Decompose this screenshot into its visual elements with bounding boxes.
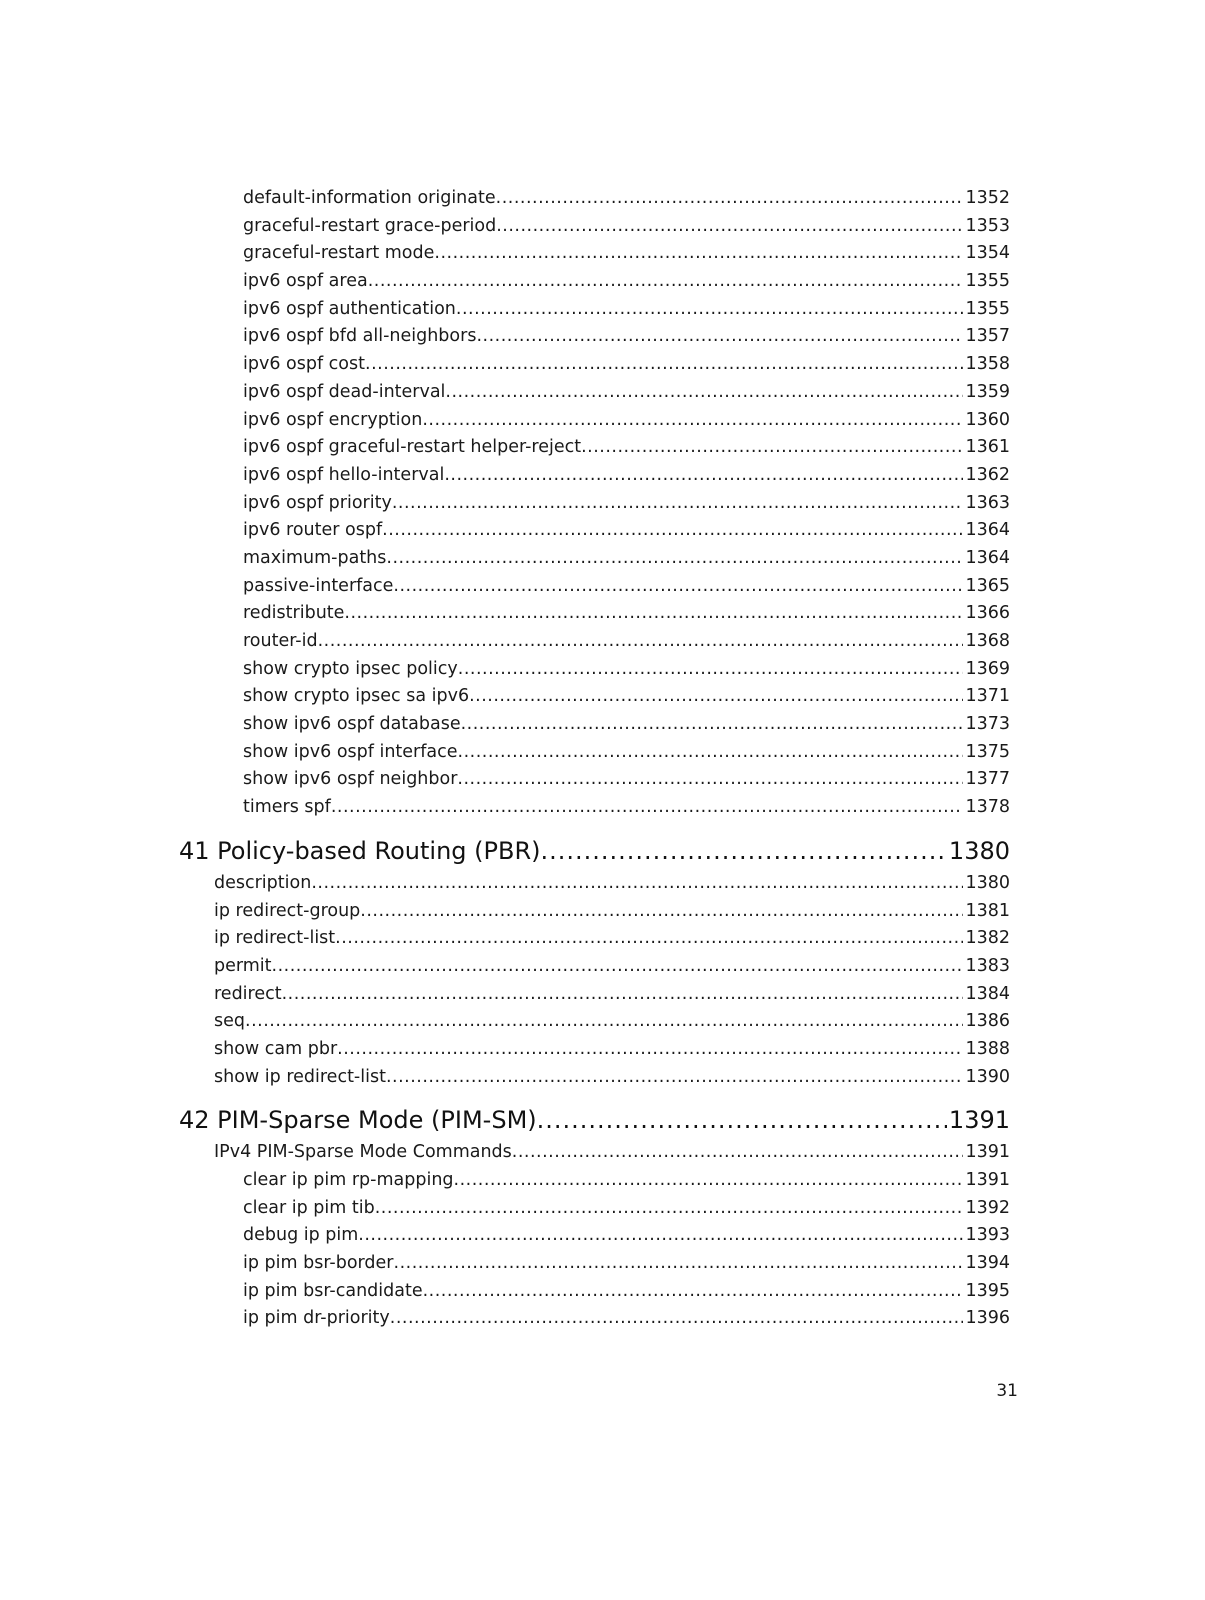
- toc-entry-label: show cam pbr: [214, 1038, 338, 1059]
- toc-entry-label: clear ip pim tib: [243, 1197, 375, 1218]
- dot-leader: [331, 794, 964, 822]
- toc-entry[interactable]: [243, 600, 1010, 628]
- toc-entry-label: timers spf: [243, 797, 331, 818]
- toc-entry-page: 1378: [965, 797, 1010, 818]
- toc-entry-label: IPv4 PIM-Sparse Mode Commands: [214, 1142, 512, 1163]
- toc-entry-label: redirect: [214, 983, 282, 1004]
- toc-entry-page: 1377: [965, 769, 1010, 790]
- toc-entry[interactable]: [243, 628, 1010, 656]
- toc-entry[interactable]: [243, 1222, 1010, 1250]
- dot-leader: [581, 434, 963, 462]
- toc-entry-label: ipv6 ospf dead-interval: [243, 381, 446, 402]
- toc-entry[interactable]: [243, 240, 1010, 268]
- toc-entry-label: ip redirect-list: [214, 928, 336, 949]
- toc-entry-page: 1369: [965, 658, 1010, 679]
- toc-entry-label: ip pim bsr-candidate: [243, 1280, 423, 1301]
- toc-entry-label: show ipv6 ospf neighbor: [243, 769, 458, 790]
- toc-entry-page: 1394: [965, 1253, 1010, 1274]
- toc-group-pim: [0, 1167, 1205, 1333]
- dot-leader: [434, 240, 963, 268]
- toc-entry-label: ipv6 ospf encryption: [243, 409, 423, 430]
- dot-leader: [318, 628, 964, 656]
- dot-leader: [245, 1008, 963, 1036]
- toc-entry-label: ipv6 ospf area: [243, 271, 368, 292]
- toc-entry-page: 1391: [965, 1170, 1010, 1190]
- toc-entry-page: 1364: [965, 520, 1010, 541]
- toc-entry-page: 1380: [965, 872, 1010, 893]
- toc-entry[interactable]: [243, 517, 1010, 545]
- toc-entry-page: 1362: [965, 464, 1010, 485]
- toc-entry[interactable]: [214, 1008, 1010, 1036]
- toc-entry[interactable]: [214, 953, 1010, 981]
- toc-entry-label: ip redirect-group: [214, 900, 361, 921]
- dot-leader: [458, 656, 964, 684]
- toc-section-entry[interactable]: [214, 1139, 1010, 1167]
- dot-leader: [344, 600, 963, 628]
- toc-entry-label: graceful-restart mode: [243, 243, 435, 264]
- toc-entry[interactable]: [243, 794, 1010, 822]
- toc-entry-label: ip pim dr-priority: [243, 1308, 390, 1329]
- dot-leader: [422, 407, 963, 435]
- dot-leader: [512, 1139, 964, 1167]
- toc-entry[interactable]: [243, 323, 1010, 351]
- dot-leader: [457, 766, 963, 794]
- dot-leader: [537, 1102, 947, 1139]
- toc-entry-label: ipv6 router ospf: [243, 520, 383, 541]
- toc-entry-label: ip pim bsr-border: [243, 1253, 394, 1274]
- dot-leader: [337, 1036, 963, 1064]
- toc-entry-label: permit: [214, 955, 272, 976]
- chapter-page: 1380: [948, 836, 1010, 865]
- dot-leader: [458, 739, 964, 767]
- toc-entry-page: 1357: [965, 326, 1010, 347]
- dot-leader: [541, 833, 947, 870]
- page-number: 31: [996, 1381, 1018, 1401]
- toc-entry-label: debug ip pim: [243, 1225, 359, 1246]
- toc-entry[interactable]: [243, 656, 1010, 684]
- toc-entry-page: 1388: [965, 1038, 1010, 1059]
- toc-entry-page: 1364: [965, 547, 1010, 568]
- toc-entry-label: show ip redirect-list: [214, 1066, 386, 1087]
- toc-entry-page: 1396: [965, 1308, 1010, 1329]
- toc-entry-page: 1373: [965, 714, 1010, 735]
- dot-leader: [365, 351, 963, 379]
- toc-entry[interactable]: [214, 870, 1010, 898]
- dot-leader: [423, 1278, 964, 1306]
- dot-leader: [282, 981, 964, 1009]
- toc-entry[interactable]: [243, 683, 1010, 711]
- chapter-title: 42 PIM-Sparse Mode (PIM-SM): [179, 1106, 537, 1135]
- toc-entry[interactable]: [243, 711, 1010, 739]
- toc-entry[interactable]: [243, 1195, 1010, 1223]
- toc-entry[interactable]: [243, 766, 1010, 794]
- toc-chapter-heading[interactable]: [179, 1102, 1010, 1139]
- toc-group-ospfv3: [0, 185, 1205, 822]
- toc-entry[interactable]: [243, 1167, 1010, 1195]
- toc-entry-label: show crypto ipsec policy: [243, 658, 458, 679]
- toc-entry[interactable]: [243, 739, 1010, 767]
- toc-entry-page: 1365: [965, 575, 1010, 596]
- toc-entry-page: 1395: [965, 1280, 1010, 1301]
- toc-entry-label: show ipv6 ospf database: [243, 714, 461, 735]
- dot-leader: [496, 213, 963, 241]
- dot-leader: [454, 1167, 964, 1195]
- dot-leader: [476, 323, 963, 351]
- toc-entry-label: ipv6 ospf priority: [243, 492, 392, 513]
- toc-entry-label: ipv6 ospf graceful-restart helper-reject: [243, 437, 582, 458]
- toc-entry-page: 1393: [965, 1225, 1010, 1246]
- toc-group-pbr: [0, 870, 1205, 1092]
- toc-entry[interactable]: [214, 925, 1010, 953]
- toc-entry-label: ipv6 ospf cost: [243, 354, 365, 375]
- toc-entry-page: 1368: [965, 631, 1010, 651]
- toc-entry[interactable]: [243, 462, 1010, 490]
- dot-leader: [392, 490, 964, 518]
- toc-entry-page: 1352: [965, 188, 1010, 208]
- toc-entry[interactable]: [243, 351, 1010, 379]
- toc-entry[interactable]: [243, 1278, 1010, 1306]
- toc-entry[interactable]: [243, 573, 1010, 601]
- toc-entry[interactable]: [243, 213, 1010, 241]
- toc-entry[interactable]: [214, 1064, 1010, 1092]
- chapter-page: 1391: [948, 1106, 1010, 1135]
- dot-leader: [390, 1305, 964, 1333]
- toc-entry[interactable]: [243, 490, 1010, 518]
- dot-leader: [469, 683, 963, 711]
- toc-entry[interactable]: [243, 296, 1010, 324]
- toc-entry-label: router-id: [243, 631, 318, 651]
- toc-entry-page: 1392: [965, 1197, 1010, 1218]
- dot-leader: [335, 925, 963, 953]
- toc-entry-label: show crypto ipsec sa ipv6: [243, 686, 470, 707]
- dot-leader: [386, 1064, 964, 1092]
- dot-leader: [496, 185, 964, 213]
- toc-entry-page: 1353: [965, 215, 1010, 236]
- toc-entry-label: maximum-paths: [243, 547, 387, 568]
- toc-entry[interactable]: [243, 185, 1010, 213]
- toc-entry[interactable]: [214, 898, 1010, 926]
- toc-entry-page: 1375: [965, 741, 1010, 762]
- toc-entry-page: 1381: [965, 900, 1010, 921]
- toc-entry-page: 1366: [965, 603, 1010, 624]
- dot-leader: [393, 573, 963, 601]
- table-of-contents: [0, 185, 1205, 1333]
- dot-leader: [461, 711, 964, 739]
- toc-entry-label: show ipv6 ospf interface: [243, 741, 458, 762]
- dot-leader: [358, 1222, 963, 1250]
- toc-entry[interactable]: [243, 434, 1010, 462]
- toc-entry[interactable]: [243, 1250, 1010, 1278]
- toc-entry-label: default-information originate: [243, 188, 496, 208]
- toc-entry-page: 1363: [965, 492, 1010, 513]
- dot-leader: [456, 296, 964, 324]
- dot-leader: [386, 545, 963, 573]
- toc-entry-label: passive-interface: [243, 575, 394, 596]
- toc-entry-page: 1390: [965, 1066, 1010, 1087]
- toc-entry-page: 1354: [965, 243, 1010, 264]
- toc-entry-page: 1361: [965, 437, 1010, 458]
- toc-entry-page: 1355: [965, 298, 1010, 319]
- toc-entry[interactable]: [214, 1036, 1010, 1064]
- dot-leader: [382, 517, 963, 545]
- dot-leader: [445, 379, 963, 407]
- dot-leader: [375, 1195, 964, 1223]
- toc-entry-page: 1383: [965, 955, 1010, 976]
- toc-entry-label: graceful-restart grace-period: [243, 215, 497, 236]
- toc-entry-page: 1382: [965, 928, 1010, 949]
- toc-entry-page: 1371: [965, 686, 1010, 707]
- toc-entry[interactable]: [214, 981, 1010, 1009]
- toc-entry[interactable]: [243, 268, 1010, 296]
- dot-leader: [311, 870, 963, 898]
- toc-entry-page: 1386: [965, 1011, 1010, 1032]
- chapter-title: 41 Policy-based Routing (PBR): [179, 836, 541, 865]
- toc-entry-page: 1359: [965, 381, 1010, 402]
- dot-leader: [368, 268, 964, 296]
- dot-leader: [394, 1250, 964, 1278]
- dot-leader: [360, 898, 963, 926]
- dot-leader: [444, 462, 963, 490]
- toc-entry-page: 1391: [965, 1142, 1010, 1163]
- dot-leader: [272, 953, 964, 981]
- toc-entry-page: 1358: [965, 354, 1010, 375]
- toc-entry-label: ipv6 ospf authentication: [243, 298, 456, 319]
- toc-chapter-heading[interactable]: [179, 833, 1010, 870]
- toc-entry[interactable]: [243, 379, 1010, 407]
- toc-entry[interactable]: [243, 407, 1010, 435]
- toc-entry-label: seq: [214, 1011, 245, 1032]
- toc-entry[interactable]: [243, 545, 1010, 573]
- toc-entry-label: description: [214, 872, 312, 893]
- toc-entry-label: redistribute: [243, 603, 345, 624]
- toc-entry[interactable]: [243, 1305, 1010, 1333]
- toc-entry-label: ipv6 ospf bfd all-neighbors: [243, 326, 477, 347]
- toc-entry-page: 1355: [965, 271, 1010, 292]
- toc-entry-page: 1384: [965, 983, 1010, 1004]
- toc-entry-label: ipv6 ospf hello-interval: [243, 464, 445, 485]
- toc-entry-page: 1360: [965, 409, 1010, 430]
- toc-entry-label: clear ip pim rp-mapping: [243, 1170, 454, 1190]
